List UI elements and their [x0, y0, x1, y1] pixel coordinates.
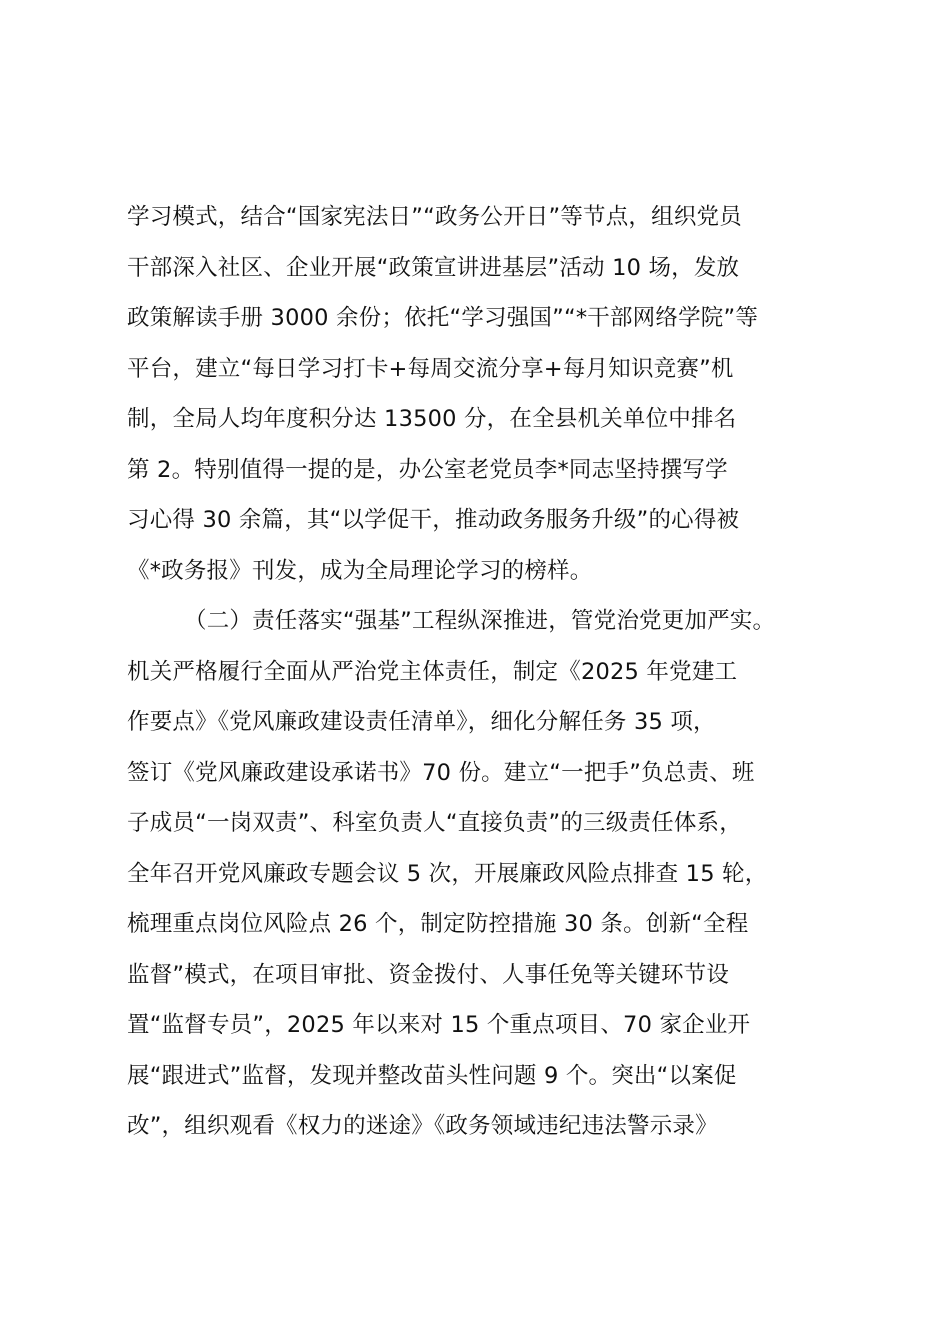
text-line: 平台，建立“每日学习打卡+每周交流分享+每月知识竞赛”机 — [127, 355, 734, 382]
text-line: 《*政务报》刊发，成为全局理论学习的榜样。 — [127, 557, 593, 584]
text-line: 制，全局人均年度积分达 13500 分，在全县机关单位中排名 — [127, 406, 737, 432]
paragraph-study-model — [127, 192, 837, 596]
text-line: 机关严格履行全面从严治党主体责任，制定《2025 年党建工 — [127, 658, 738, 685]
text-line: 展“跟进式”监督，发现并整改苗头性问题 9 个。突出“以案促 — [127, 1062, 737, 1089]
paragraph-responsibility — [127, 596, 837, 1152]
text-line: 第 2。特别值得一提的是，办公室老党员李*同志坚持撰写学 — [127, 456, 728, 483]
text-line: 置“监督专员”，2025 年以来对 15 个重点项目、70 家企业开 — [127, 1012, 751, 1038]
text-line: 习心得 30 余篇，其“以学促干，推动政务服务升级”的心得被 — [127, 507, 740, 533]
text-line: 梳理重点岗位风险点 26 个，制定防控措施 30 条。创新“全程 — [127, 911, 749, 937]
text-line: 作要点》《党风廉政建设责任清单》，细化分解任务 35 项， — [127, 709, 716, 735]
text-line: 监督”模式，在项目审批、资金拨付、人事任免等关键环节设 — [127, 961, 730, 988]
text-line: 学习模式，结合“国家宪法日”“政务公开日”等节点，组织党员 — [127, 204, 742, 230]
text-line: 政策解读手册 3000 余份；依托“学习强国”“*干部网络学院”等 — [127, 305, 759, 331]
text-line: 子成员“一岗双责”、科室负责人“直接负责”的三级责任体系， — [127, 810, 742, 836]
text-line: 改”，组织观看《权力的迷途》《政务领域违纪违法警示录》 — [127, 1113, 718, 1139]
text-line: 干部深入社区、企业开展“政策宣讲进基层”活动 10 场，发放 — [127, 254, 740, 281]
section-heading-line: （二）责任落实“强基”工程纵深推进，管党治党更加严实。 — [184, 608, 776, 634]
text-line: 签订《党风廉政建设承诺书》70 份。建立“一把手”负总责、班 — [127, 759, 755, 786]
text-line: 全年召开党风廉政专题会议 5 次，开展廉政风险点排查 15 轮， — [127, 860, 768, 887]
